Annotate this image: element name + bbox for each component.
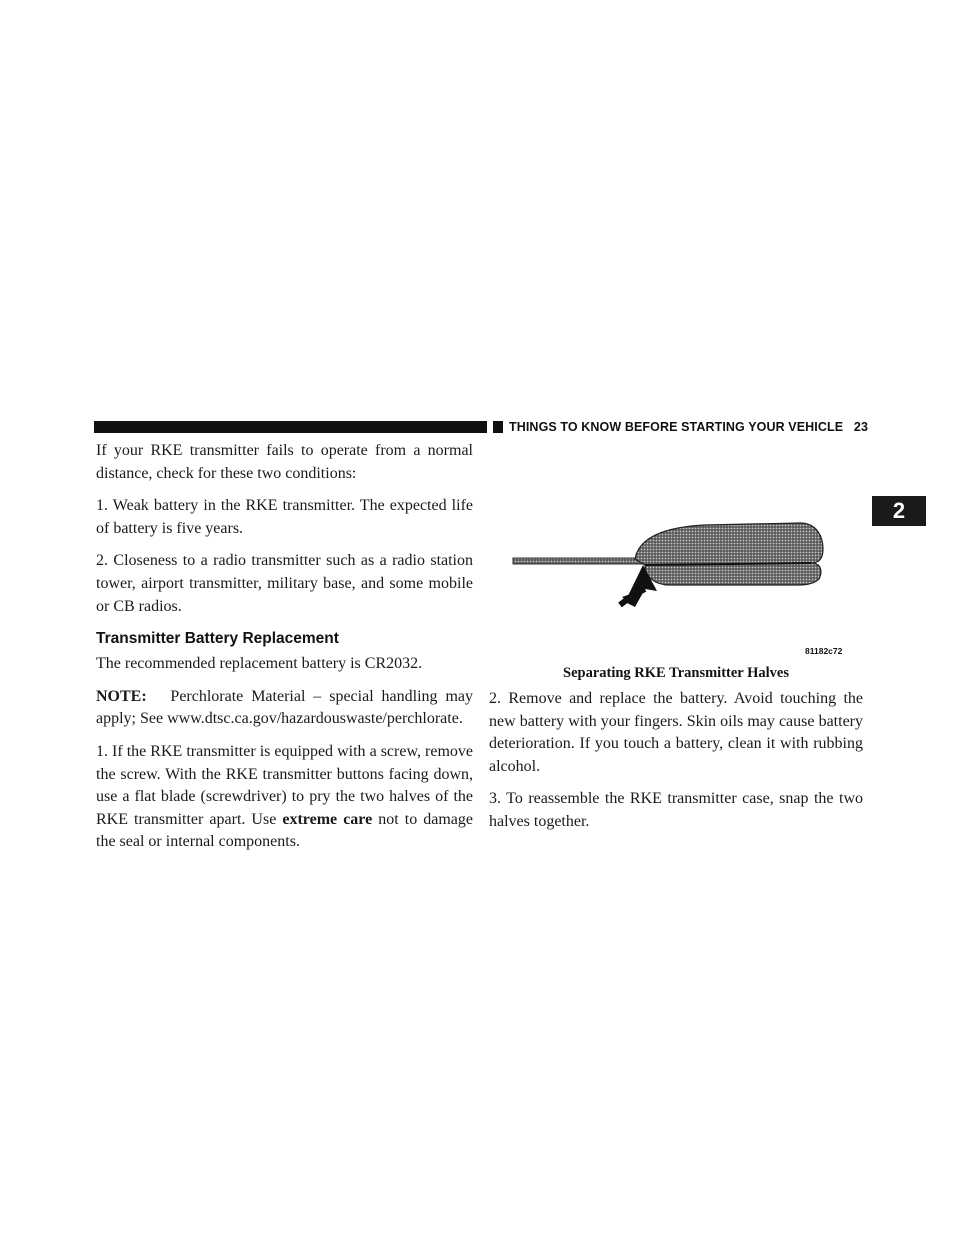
- step-1-emphasis: extreme care: [282, 810, 373, 828]
- note-label: NOTE:: [96, 687, 147, 705]
- header-rule-left: [94, 421, 487, 433]
- battery-paragraph: The recommended replacement battery is CR2032.: [96, 655, 423, 673]
- step-1-tail: not to damage the seal or internal components.: [96, 810, 474, 851]
- transmitter-illustration: [505, 515, 865, 657]
- figure-caption: Separating RKE Transmitter Halves: [563, 665, 789, 681]
- chapter-tab[interactable]: 2: [872, 496, 926, 526]
- fob-lower-half: [645, 563, 821, 585]
- step-2-paragraph: 2. Remove and replace the battery. Avoid touching the new battery with your fingers. Skin oils may cause battery deterioration. If you touch a battery, clean it with rubbing alcohol.: [489, 690, 863, 775]
- condition-1: 1. Weak battery in the RKE transmitter. The expected life of battery is five years.: [96, 497, 473, 537]
- note-text: Perchlorate Material – special handling may apply; See www.dtsc.ca.gov/hazardouswaste/perchlorate.: [96, 687, 473, 728]
- right-column: [489, 688, 863, 844]
- left-column: [96, 440, 473, 864]
- page-number: 23: [853, 420, 869, 434]
- step-1-paragraph: [96, 741, 473, 854]
- note-paragraph: [96, 686, 473, 731]
- step-1-text: 1. If the RKE transmitter is equipped with a screw, remove the screw. With the RKE transmitter buttons facing down, use a flat blade (screwdriver) to pry the two halves of the RKE transmitter apart. Use: [96, 742, 473, 828]
- fob-upper-half: [635, 523, 823, 565]
- running-header: [503, 419, 874, 435]
- section-title: THINGS TO KNOW BEFORE STARTING YOUR VEHICLE: [509, 420, 844, 434]
- condition-2: 2. Closeness to a radio transmitter such as a radio station tower, airport transmitter, military base, and some mobile or CB radios.: [96, 552, 473, 615]
- section-heading: Transmitter Battery Replacement: [96, 630, 339, 648]
- intro-paragraph: If your RKE transmitter fails to operate from a normal distance, check for these two conditions:: [96, 442, 473, 482]
- figure-id: 81182c72: [805, 646, 843, 656]
- step-3-paragraph: 3. To reassemble the RKE transmitter case, snap the two halves together.: [489, 790, 863, 830]
- key-blade: [513, 558, 651, 564]
